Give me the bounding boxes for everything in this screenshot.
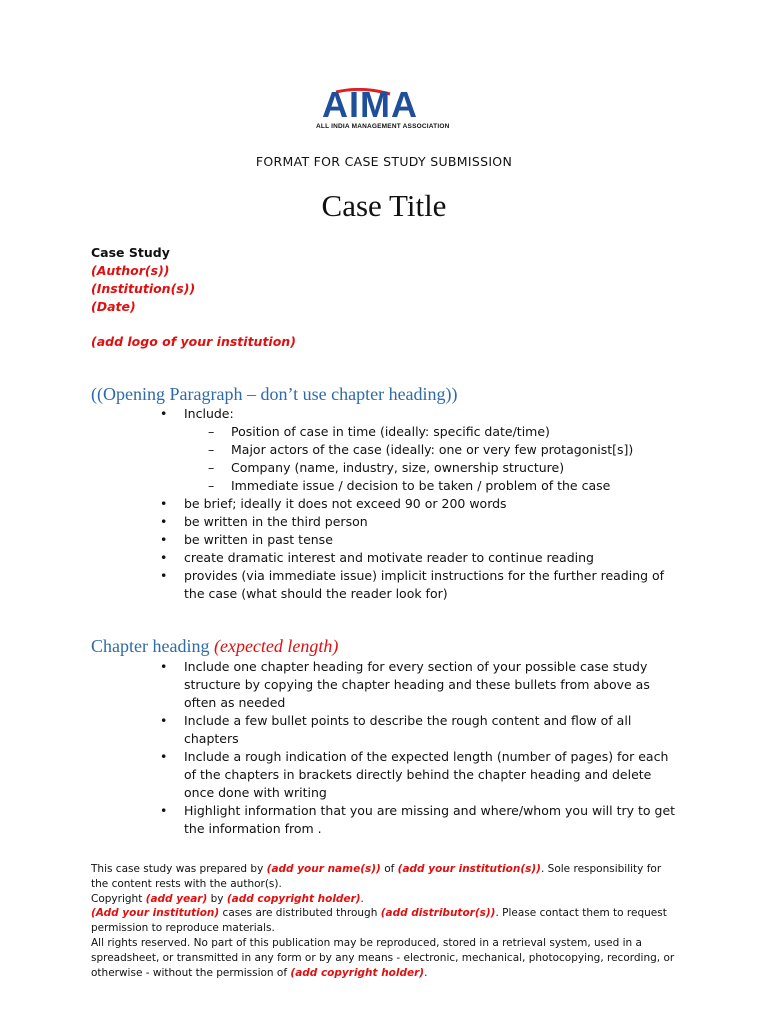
institution-placeholder: (Institution(s)) [91,281,196,296]
opening-bullet-list [156,405,676,603]
footer-prepared-by [91,862,681,892]
footer-rights [91,936,681,980]
list-item: • be brief; ideally it does not exceed 90 or 200 words [156,495,676,513]
footer-text: by [207,892,227,905]
footer-text: . Sole responsibility for the content rests with the author(s). [91,863,662,890]
name-placeholder: (add your name(s)) [266,863,381,875]
copyright-holder-placeholder: (add copyright holder) [290,966,425,979]
copyright-footer [91,862,681,980]
aima-logo [314,84,454,134]
list-item: – Immediate issue / decision to be taken / problem of the case [184,477,676,495]
footer-text: . Please contact them to request permission to reproduce materials. [91,907,667,935]
list-item: • Include one chapter heading for every section of your possible case study structure by copying the chapter heading and these bullets from above as often as needed [156,658,676,712]
list-item: • Include a few bullet points to describe the rough content and flow of all chapters [156,712,676,748]
add-logo-placeholder: (add logo of your institution) [91,334,296,349]
case-meta [91,244,195,316]
logo-subtitle: ALL INDIA MANAGEMENT ASSOCIATION [316,123,450,130]
footer-text: . [360,892,364,905]
footer-text: Copyright [91,892,146,905]
list-item: – Position of case in time (ideally: specific date/time) [184,423,676,441]
copyright-holder-placeholder: (add copyright holder) [226,892,361,905]
chapter-heading [91,636,338,657]
list-item: – Company (name, industry, size, ownership structure) [184,459,676,477]
footer-text: All rights reserved. No part of this publication may be reproduced, stored in a retrieval system, used in a spreadsheet, or transmitted in any form or by any means - electronic, mechanical, photocopying, recording, or otherwise - without the permission of [91,936,675,979]
chapter-heading-note: (expected length) [213,636,339,656]
list-item: – Major actors of the case (ideally: one or very few protagonist[s]) [184,441,676,459]
footer-text: cases are distributed through [219,907,381,920]
chapter-bullet-list [156,658,676,838]
footer-text: This case study was prepared by [91,863,267,875]
case-study-label: Case Study [91,245,170,260]
footer-copyright [91,892,681,907]
footer-text: of [380,863,398,875]
list-item: • be written in past tense [156,531,676,549]
distributor-placeholder: (add distributor(s)) [380,907,496,920]
year-placeholder: (add year) [145,892,208,905]
include-label: Include: [184,406,234,421]
author-placeholder: (Author(s)) [91,263,170,278]
footer-distribution [91,906,681,936]
date-placeholder: (Date) [91,299,136,314]
institution-placeholder: (add your institution(s)) [397,863,541,875]
list-item: • Include a rough indication of the expected length (number of pages) for each of the chapters in brackets directly behind the chapter heading and delete once done with writing [156,748,676,802]
list-item: • Highlight information that you are missing and where/whom you will try to get the information from . [156,802,676,838]
opening-paragraph-heading: ((Opening Paragraph – don’t use chapter heading)) [91,384,458,404]
case-title: Case Title [321,188,447,223]
logo-text: AIMA [322,84,418,125]
list-item: • create dramatic interest and motivate reader to continue reading [156,549,676,567]
list-item: • be written in the third person [156,513,676,531]
list-item [156,405,676,495]
include-sub-list [184,423,676,495]
institution-placeholder: (Add your institution) [91,907,220,920]
footer-text: . [424,966,428,979]
format-heading: FORMAT FOR CASE STUDY SUBMISSION [255,154,513,169]
list-item: • provides (via immediate issue) implicit instructions for the further reading of the case (what should the reader look for) [156,567,676,603]
chapter-heading-text: Chapter heading [91,636,210,656]
